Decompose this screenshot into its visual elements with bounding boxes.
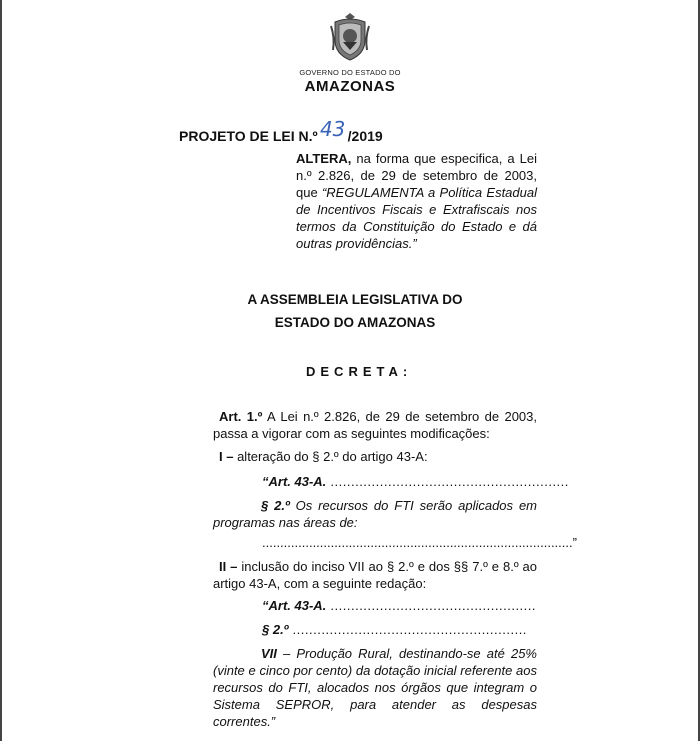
government-line: GOVERNO DO ESTADO DO [299,68,401,77]
ementa-quote: “REGULAMENTA a Política Estadual de Incentivos Fiscais e Extrafiscais nos termos da Constituição do Estado e dá outras providências.” [296,185,537,251]
state-name: AMAZONAS [304,78,396,95]
inciso-7-text: – Produção Rural, destinando-se até 25% (vinte e cinco por cento) da dotação inicial referente aos recursos do FTI, alocados nos órgãos que integram o Sistema SEPROR, para atender as despesas correntes.” [213,646,537,729]
item-1-label: I – [219,449,234,464]
decreta-heading: DECRETA: [306,364,413,379]
ementa-verb: ALTERA, [296,151,352,166]
paragraph-2b-dots: ......................................................... [288,622,527,637]
inciso-7-label: VII [261,646,277,661]
bill-number-handwritten: 43 [319,117,346,141]
quote-2-dots: .................................................. [326,598,536,613]
item-1 [219,448,539,465]
article-1 [213,408,537,442]
bill-prefix: PROJETO DE LEI N.º [179,128,318,144]
item-1-text: alteração do § 2.º do artigo 43-A: [233,449,428,464]
item-2-label: II – [219,559,238,574]
paragraph-2 [213,497,537,531]
paragraph-2-label: § 2.º [261,498,290,513]
dots-line-1: ......................................................................................” [262,535,577,550]
article-1-label: Art. 1.º [219,409,263,424]
ementa-text: na forma que especifica, a Lei n.º 2.826, de 29 de setembro de 2003, que [296,151,537,200]
item-2-text: inclusão do inciso VII ao § 2.º e dos §§ 7.º e 8.º ao artigo 43-A, com a seguinte redação: [213,559,537,591]
paragraph-2b-label: § 2.º [262,622,289,637]
bill-year: /2019 [347,128,383,144]
quote-2-article-label: “Art. 43-A. [262,598,327,613]
item-2 [213,558,537,592]
ementa [296,150,537,252]
assembleia-line-1: A ASSEMBLEIA LEGISLATIVA DO [247,292,463,307]
paragraph-2b [262,621,542,638]
inciso-7 [213,645,537,730]
state-coat-of-arms-icon [329,12,371,62]
quote-1-article [262,473,569,490]
quote-1-dots: .......................................................... [326,474,569,489]
quote-1-article-label: “Art. 43-A. [262,474,327,489]
bill-title [179,117,383,146]
article-1-text: A Lei n.º 2.826, de 29 de setembro de 2003, passa a vigorar com as seguintes modificações: [213,409,537,441]
quote-2-article [262,597,542,614]
page-edge-left [0,0,2,741]
assembleia-line-2: ESTADO DO AMAZONAS [274,315,436,330]
paragraph-2-text: Os recursos do FTI serão aplicados em programas nas áreas de: [213,498,537,530]
